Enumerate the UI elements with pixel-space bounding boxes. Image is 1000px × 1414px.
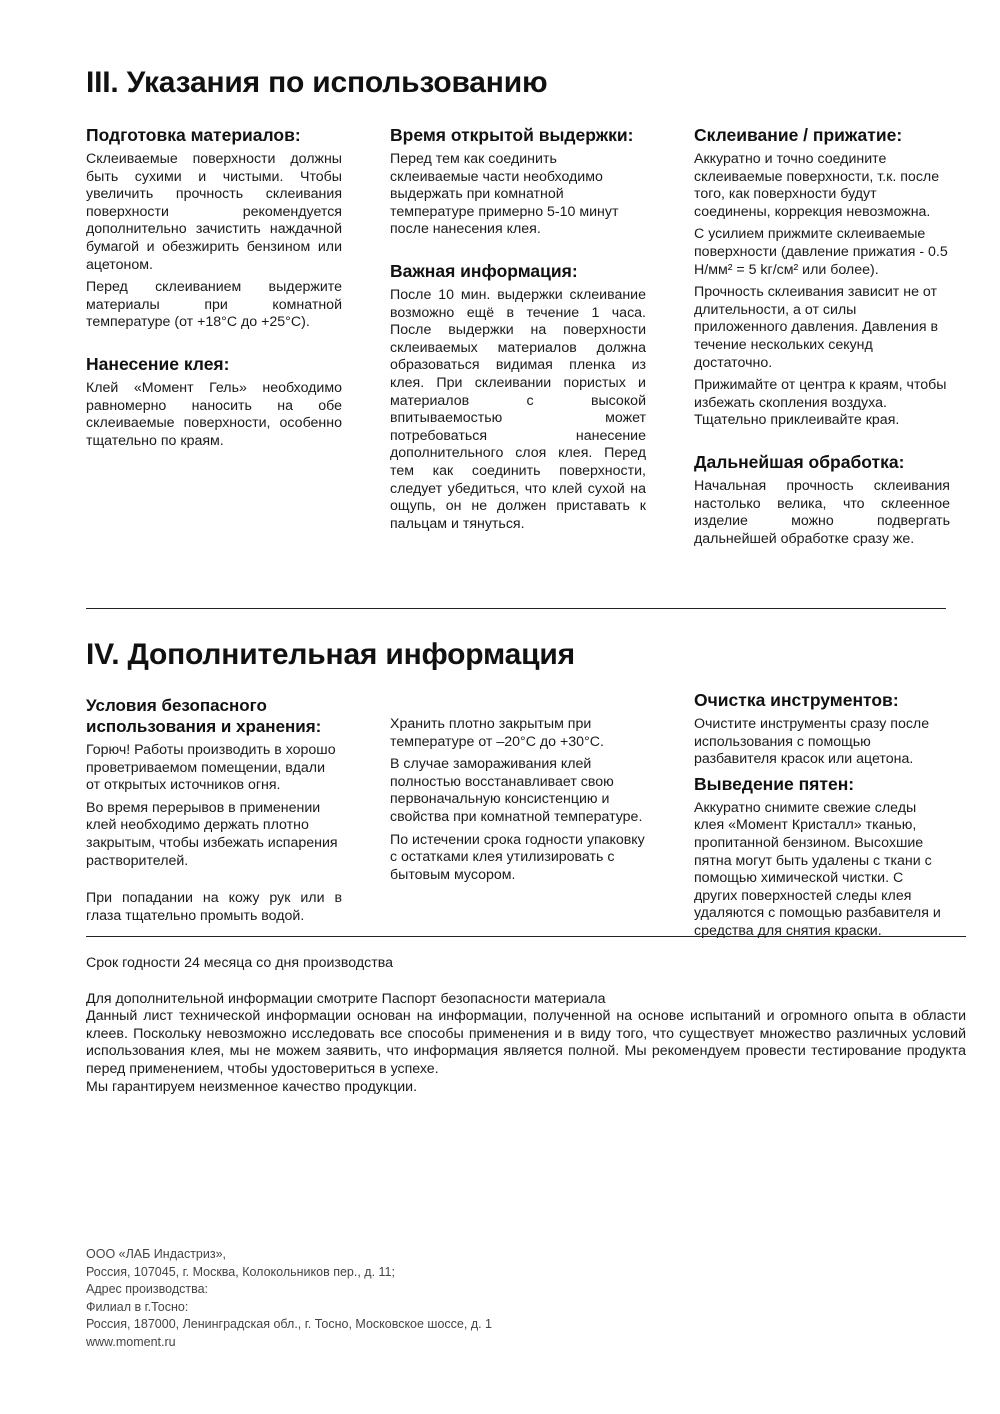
s3-text-conditioning: Перед склеиванием выдержите материалы при комнатной температуре (от +18°С до +25°С).: [86, 279, 342, 331]
website-link[interactable]: www.moment.ru: [86, 1334, 176, 1349]
s3-text-strength: Прочность склеивания зависит не от длительности, а от силы приложенного давления. Давления в течение нескольких секунд достаточно.: [694, 284, 938, 371]
branch-label: Филиал в г.Тосно:: [86, 1299, 189, 1314]
s4-text-cleaning: Очистите инструменты сразу после использования с помощью разбавителя красок или ацетона.: [694, 716, 930, 768]
s3-column-3: [694, 125, 950, 553]
s3-text-important: После 10 мин. выдержки склеивание возможно ещё в течение 1 часа. После выдержки на поверхности склеиваемых материалов должна образоваться видимая пленка из клея. При склеивании пористых и материалов с высокой впитываемостью может потребоваться нанесение дополнительного слоя клея. Перед тем как соединить поверхности, следует убедиться, что клей сухой на ощупь, он не должен приставать к пальцам и тянуться.: [390, 286, 646, 532]
s4-text-skin-contact: При попадании на кожу рук или в глаза тщательно промыть водой.: [86, 890, 342, 924]
s4-column-2: [390, 716, 646, 889]
section-divider: [86, 608, 946, 609]
footer-divider: [86, 936, 966, 937]
s3-heading-processing: Дальнейшая обработка:: [694, 451, 905, 472]
s4-column-3: [694, 690, 950, 946]
more-info-note: Для дополнительной информации смотрите Паспорт безопасности материала: [86, 990, 606, 1007]
s3-text-pressure: С усилием прижмите склеиваемые поверхности (давление прижатия - 0.5 Н/мм² = 5 kг/см² или более).: [694, 226, 948, 278]
s3-heading-bonding: Склеивание / прижатие:: [694, 125, 903, 145]
s3-text-edges: Прижимайте от центра к краям, чтобы избежать скопления воздуха. Тщательно приклеивайте края.: [694, 377, 947, 429]
s3-heading-open-time: Время открытой выдержки:: [390, 125, 634, 145]
s3-column-1: [86, 125, 342, 455]
section-4-title: IV. Дополнительная информация: [86, 638, 575, 671]
footer-notes: [86, 955, 966, 1096]
s3-column-2: [390, 125, 646, 538]
s3-text-application: Клей «Момент Гель» необходимо равномерно наносить на обе склеиваемые поверхности, особенно тщательно по краям.: [86, 379, 342, 449]
s4-heading-stains: Выведение пятен:: [694, 773, 855, 794]
s3-text-open-time: Перед тем как соединить склеиваемые части необходимо выдержать при комнатной температуре примерно 5-10 минут после нанесения клея.: [390, 151, 619, 238]
production-address-label: Адрес производства:: [86, 1282, 209, 1296]
company-name: ООО «ЛАБ Индастриз»,: [86, 1247, 227, 1261]
s4-text-freezing: В случае замораживания клей полностью восстанавливает свою первоначальную консистенцию и свойства при комнатной температуре.: [390, 756, 643, 825]
s4-column-1: [86, 695, 342, 930]
s4-text-disposal: По истечении срока годности упаковку с остатками клея утилизировать с бытовым мусором.: [390, 831, 645, 883]
s3-text-bonding: Аккуратно и точно соедините склеиваемые поверхности, т.к. после того, как поверхности будут соединены, коррекция невозможна.: [694, 151, 940, 220]
disclaimer-text: Данный лист технической информации основан на информации, полученной на основе испытаний и огромного опыта в области клеев. Поскольку невозможно исследовать все способы применения и в виду того, что существует множество различных условий использования клея, мы не можем заявить, что информация является полной. Мы рекомендуем провести тестирование продукта перед применением, чтобы удостовериться в успехе.: [86, 1008, 966, 1077]
s4-text-storage-temp: Хранить плотно закрытым при температуре от –20°С до +30°С.: [390, 716, 604, 750]
branch-address: Россия, 187000, Ленинградская обл., г. Тосно, Московское шоссе, д. 1: [86, 1317, 493, 1331]
s4-text-storage-breaks: Во время перерывов в применении клей необходимо держать плотно закрытым, чтобы избежать испарения растворителей.: [86, 799, 338, 869]
s3-heading-application: Нанесение клея:: [86, 353, 230, 374]
s4-text-stains: Аккуратно снимите свежие следы клея «Момент Кристалл» тканью, пропитанной бензином. Высохшие пятна могут быть удалены с ткани с помощью химической чистки. С других поверхностей следы клея удаляются с помощью разбавителя и средства для снятия краски.: [694, 799, 941, 939]
s3-heading-important: Важная информация:: [390, 260, 578, 281]
s3-text-processing: Начальная прочность склеивания настолько велика, что склеенное изделие можно подвергать дальнейшей обработке сразу же.: [694, 477, 950, 547]
company-info: [86, 1246, 492, 1351]
s4-heading-safety: Условия безопасного использования и хранения:: [86, 696, 322, 736]
section-3-title: III. Указания по использованию: [86, 66, 548, 99]
s3-heading-preparation: Подготовка материалов:: [86, 125, 301, 145]
company-address: Россия, 107045, г. Москва, Колокольников пер., д. 11;: [86, 1264, 395, 1279]
s4-heading-cleaning: Очистка инструментов:: [694, 690, 899, 710]
s4-text-flammable: Горюч! Работы производить в хорошо проветриваемом помещении, вдали от открытых источников огня.: [86, 742, 336, 794]
shelf-life-note: Срок годности 24 месяца со дня производства: [86, 955, 393, 971]
guarantee-text: Мы гарантируем неизменное качество продукции.: [86, 1078, 418, 1095]
s3-text-preparation: Склеиваемые поверхности должны быть сухими и чистыми. Чтобы увеличить прочность склеивания поверхности рекомендуется дополнительно зачистить наждачной бумагой и обезжирить бензином или ацетоном.: [86, 151, 342, 273]
